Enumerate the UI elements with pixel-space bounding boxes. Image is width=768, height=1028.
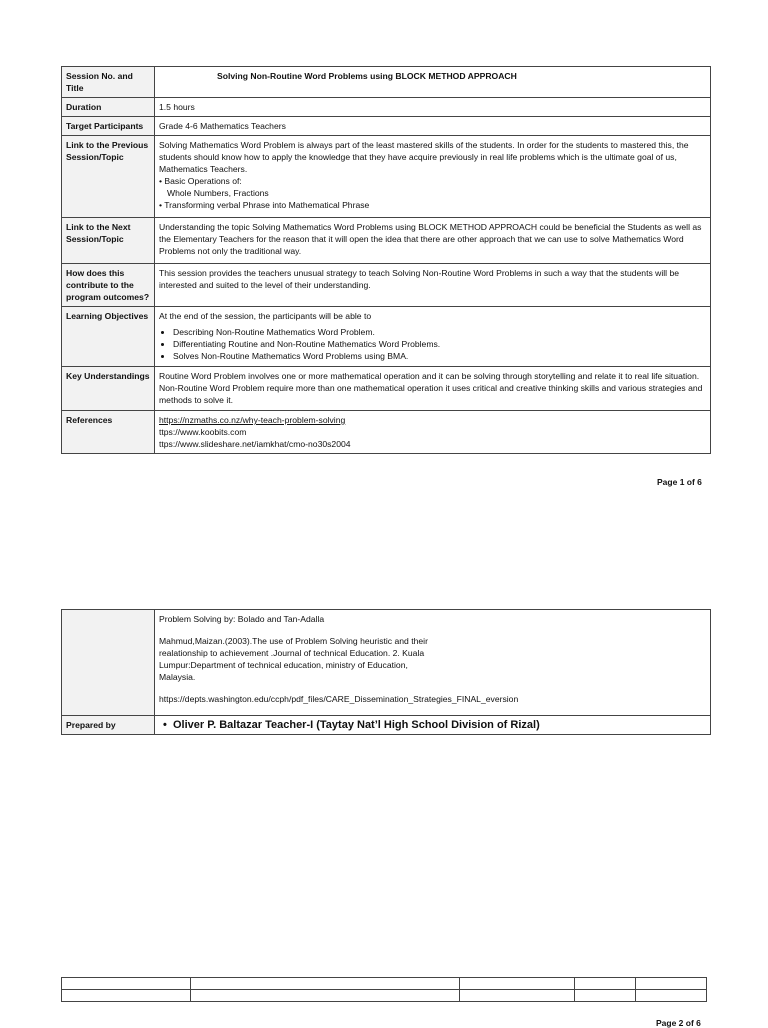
prev-topic-text: Solving Mathematics Word Problem is always part of the least mastered skills of the students. In order for the students to mastered this, the students should know how to apply the knowledge that they have acquire previously in real life problems which is the ultimate goal of us, Mathematics Teachers.	[159, 140, 689, 174]
footer-cell	[460, 978, 575, 990]
participants-value: Grade 4-6 Mathematics Teachers	[155, 117, 711, 136]
prev-topic-line2: Whole Numbers, Fractions	[167, 188, 269, 198]
references-label: References	[62, 411, 155, 454]
duration-label: Duration	[62, 98, 155, 117]
footer-cell	[460, 990, 575, 1002]
key-p1: Routine Word Problem involves one or more mathematical operation and it can be solving through storytelling and relate it to real life situation.	[159, 371, 700, 381]
footer-cell	[191, 978, 460, 990]
prev-topic-label: Link to the Previous Session/Topic	[62, 136, 155, 218]
references-continued-table	[61, 609, 711, 735]
page-number-2: Page 2 of 6	[656, 1018, 701, 1028]
prev-topic-line3: • Transforming verbal Phrase into Mathematical Phrase	[159, 200, 370, 210]
citation-line: Malaysia.	[159, 672, 196, 682]
footer-cell	[62, 990, 191, 1002]
contribute-label: How does this contribute to the program outcomes?	[62, 264, 155, 307]
key-p2: Non-Routine Word Problem require more than one mathematical operation it uses critical and creative thinking skills and various strategies and methods to solve it.	[159, 383, 703, 405]
reference-link[interactable]: https://nzmaths.co.nz/why-teach-problem-solving	[159, 415, 346, 425]
session-guide-table	[61, 66, 711, 454]
citation-line: realationship to achievement .Journal of technical Education. 2. Kuala	[159, 648, 425, 658]
citation-line: Lumpur:Department of technical education, ministry of Education,	[159, 660, 408, 670]
page-two-footer-table	[61, 977, 707, 1002]
page-number: Page 1 of 6	[657, 477, 702, 487]
prepared-by-value: • Oliver P. Baltazar Teacher-I (Taytay Nat’l High School Division of Rizal)	[155, 716, 711, 735]
list-item: • Describing Non-Routine Mathematics Word Problem.	[173, 326, 706, 338]
list-item: • Differentiating Routine and Non-Routine Mathematics Word Problems.	[173, 338, 706, 350]
reference-link-2: ttps://www.koobits.com	[159, 427, 247, 437]
footer-cell	[636, 978, 707, 990]
prepared-by-label: Prepared by	[62, 716, 155, 735]
objectives-intro: At the end of the session, the participants will be able to	[159, 311, 372, 321]
participants-label: Target Participants	[62, 117, 155, 136]
list-item: • Solves Non-Routine Mathematics Word Problems using BMA.	[173, 350, 706, 362]
problem-solving-ref: Problem Solving by: Bolado and Tan-Adalla	[159, 614, 325, 624]
footer-cell	[575, 978, 636, 990]
duration-value: 1.5 hours	[155, 98, 711, 117]
url-reference: https://depts.washington.edu/ccph/pdf_files/CARE_Dissemination_Strategies_FINAL_eversion	[159, 694, 519, 704]
footer-cell	[191, 990, 460, 1002]
citation-line: Mahmud,Maizan.(2003).The use of Problem Solving heuristic and their	[159, 636, 428, 646]
empty-label-cell	[62, 610, 155, 716]
footer-cell	[575, 990, 636, 1002]
session-title: Solving Non-Routine Word Problems using BLOCK METHOD APPROACH	[155, 67, 711, 98]
objectives-list	[159, 326, 706, 362]
reference-link-3: ttps://www.slideshare.net/iamkhat/cmo-no30s2004	[159, 439, 351, 449]
references-value	[155, 411, 711, 454]
objectives-value	[155, 307, 711, 367]
prev-topic-value	[155, 136, 711, 218]
prev-topic-line1: • Basic Operations of:	[159, 176, 242, 186]
next-topic-label: Link to the Next Session/Topic	[62, 218, 155, 264]
footer-cell	[636, 990, 707, 1002]
key-label: Key Understandings	[62, 367, 155, 411]
session-label: Session No. and Title	[62, 67, 155, 98]
references-continued	[155, 610, 711, 716]
contribute-value: This session provides the teachers unusual strategy to teach Solving Non-Routine Word Problems in such a way that the students will be interested and suited to the level of their understanding.	[155, 264, 711, 307]
objectives-label: Learning Objectives	[62, 307, 155, 367]
footer-cell	[62, 978, 191, 990]
key-value	[155, 367, 711, 411]
next-topic-value: Understanding the topic Solving Mathematics Word Problems using BLOCK METHOD APPROACH could be beneficial the Students as well as the Elementary Teachers for the reason that it will open the idea that there are other approach that we can use to solve Mathematics Word Problems not only the traditional way.	[155, 218, 711, 264]
